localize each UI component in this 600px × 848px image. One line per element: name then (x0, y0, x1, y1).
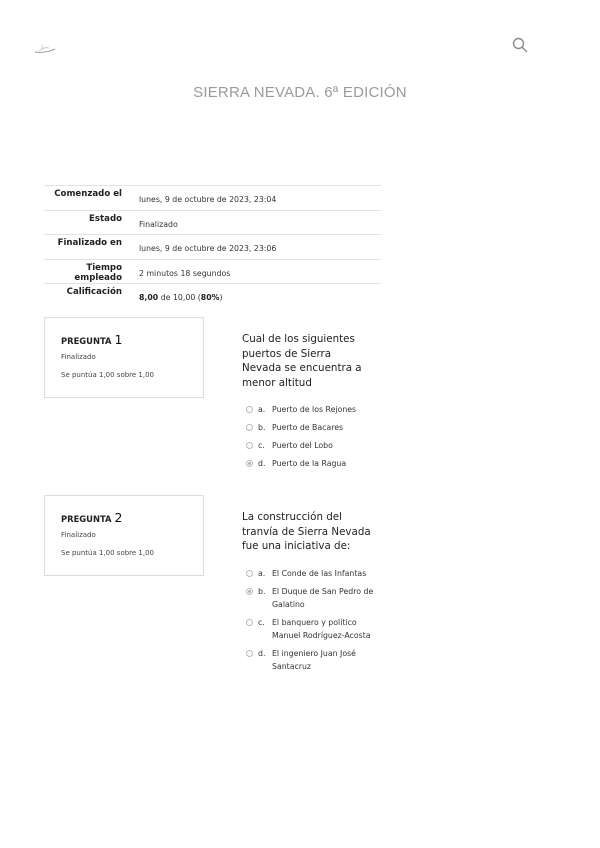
radio-button[interactable] (246, 650, 253, 657)
answer-text: Puerto del Lobo (272, 441, 333, 450)
question-text: Cual de los siguientes puertos de Sierra Nevada se encuentra a menor altitud (242, 333, 362, 389)
summary-row-finished (44, 234, 381, 259)
question-grade: Se puntúa 1,00 sobre 1,00 (61, 549, 155, 557)
question-number: 1 (114, 332, 123, 347)
grade-middle: de 10,00 ( (158, 293, 201, 302)
radio-button[interactable] (246, 424, 253, 431)
answer-letter: c. (258, 618, 265, 627)
question-text: La construcción del tranvía de Sierra Nevada fue una iniciativa de: (242, 511, 371, 552)
answer-text: El banquero y político Manuel Rodríguez-Acosta (272, 618, 371, 640)
course-title: SIERRA NEVADA. 6ª EDICIÓN (193, 84, 407, 101)
answer-letter: d. (258, 459, 266, 468)
summary-label: Finalizado en (57, 238, 122, 248)
summary-value: 2 minutos 18 segundos (139, 268, 231, 278)
radio-button[interactable] (246, 619, 253, 626)
answer-option[interactable] (246, 567, 376, 580)
grade-percent: 80% (200, 293, 220, 302)
grade-end: ) (219, 293, 223, 302)
answer-text: El Conde de las Infantas (272, 569, 367, 578)
question-number: 2 (114, 510, 123, 525)
summary-label: Tiempo empleado (74, 262, 122, 283)
answer-option[interactable] (246, 403, 376, 416)
answer-option[interactable] (246, 647, 376, 673)
grade-value (122, 284, 223, 308)
answer-option[interactable] (246, 439, 376, 452)
answer-letter: c. (258, 441, 265, 450)
question-state: Finalizado (61, 353, 96, 361)
summary-row-started (44, 185, 381, 210)
answer-letter: a. (258, 405, 266, 414)
question-info-box (44, 317, 204, 398)
answer-text: Puerto de los Rejones (272, 405, 357, 414)
summary-label: Calificación (66, 287, 122, 297)
answer-letter: b. (258, 423, 266, 432)
question-heading (61, 332, 123, 347)
summary-value: lunes, 9 de octubre de 2023, 23:04 (139, 195, 277, 204)
attempt-summary-table (44, 185, 381, 308)
answer-list (246, 567, 376, 678)
answer-letter: a. (258, 569, 266, 578)
question-label: PREGUNTA (61, 514, 112, 524)
question-label: PREGUNTA (61, 336, 112, 346)
summary-row-time (44, 259, 381, 284)
answer-letter: b. (258, 587, 266, 596)
radio-button[interactable] (246, 406, 253, 413)
summary-row-state (44, 210, 381, 235)
radio-button[interactable] (246, 570, 253, 577)
summary-row-grade (44, 283, 381, 308)
radio-button[interactable] (246, 442, 253, 449)
summary-label: Estado (89, 213, 122, 224)
radio-button-selected[interactable] (246, 588, 253, 595)
answer-text: El ingeniero Juan José Santacruz (272, 649, 356, 671)
summary-value: Finalizado (139, 219, 178, 229)
answer-option[interactable] (246, 585, 376, 611)
question-info-box (44, 495, 204, 576)
answer-text: El Duque de San Pedro de Galatino (272, 587, 374, 609)
answer-letter: d. (258, 649, 266, 658)
grade-score: 8,00 (139, 293, 159, 302)
answer-text: Puerto de Bacares (272, 423, 344, 432)
answer-option[interactable] (246, 457, 376, 470)
answer-option[interactable] (246, 421, 376, 434)
summary-value: lunes, 9 de octubre de 2023, 23:06 (139, 244, 277, 253)
radio-button-selected[interactable] (246, 460, 253, 467)
question-state: Finalizado (61, 531, 96, 539)
answer-text: Puerto de la Ragua (272, 459, 347, 468)
question-heading (61, 510, 123, 525)
question-grade: Se puntúa 1,00 sobre 1,00 (61, 371, 155, 379)
feather-logo-icon[interactable] (33, 41, 57, 55)
summary-label: Comenzado el (54, 189, 122, 199)
search-icon[interactable] (512, 37, 528, 53)
answer-list (246, 403, 376, 475)
answer-option[interactable] (246, 616, 376, 642)
